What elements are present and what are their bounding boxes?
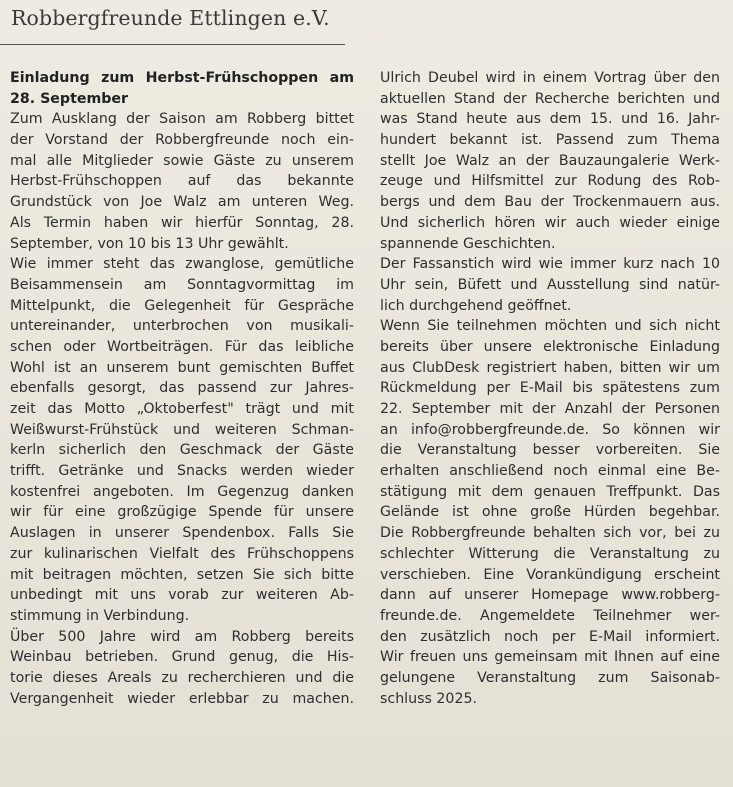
text-line: verschieben. Eine Vorankündigung erscheint xyxy=(380,566,720,583)
text-line: Vergangenheit wieder erlebbar zu machen. xyxy=(10,690,354,707)
text-line: stimmung in Verbindung. xyxy=(10,607,190,624)
text-line: Als Termin haben wir hierfür Sonntag, 28. xyxy=(10,214,354,231)
text-line: Weißwurst-Frühstück und weiteren Schman- xyxy=(10,421,354,438)
text-line: freunde.de. Angemeldete Teilnehmer wer- xyxy=(380,607,720,624)
text-line: trifft. Getränke und Snacks werden wieder xyxy=(10,463,354,480)
text-line: mal alle Mitglieder sowie Gäste zu unserem xyxy=(10,152,354,169)
text-line: spannende Geschichten. xyxy=(380,235,556,252)
text-line: schen oder Wortbeiträgen. Für das leibliche xyxy=(10,338,354,355)
text-line: Die Robbergfreunde behalten sich vor, bei zu xyxy=(380,525,720,542)
text-line: Über 500 Jahre wird am Robberg bereits xyxy=(10,628,354,645)
text-line: kerln sicherlich den Geschmack der Gäste xyxy=(10,442,354,459)
text-line: Wir freuen uns gemeinsam mit Ihnen auf eine xyxy=(380,649,720,666)
club-name: Robbergfreunde Ettlingen e.V. xyxy=(11,6,330,30)
text-line: aktuellen Stand der Recherche berichten und xyxy=(380,90,720,107)
text-line: bergs und dem Bau der Trockenmauern aus. xyxy=(380,194,720,211)
text-line: Weinbau betrieben. Grund genug, die His- xyxy=(10,649,354,666)
text-line: zeuge und Hilfsmittel zur Rodung des Rob- xyxy=(380,173,720,190)
text-line: der Vorstand der Robbergfreunde noch ein- xyxy=(10,132,354,149)
text-line: wir für eine großzügige Spende für unsere xyxy=(10,504,354,521)
text-line: schlechter Witterung die Veranstaltung zu xyxy=(380,545,720,562)
text-line: ebenfalls gesorgt, das passend zur Jahres- xyxy=(10,380,354,397)
text-line: Wohl ist an unserem bunt gemischten Buffet xyxy=(10,359,354,376)
text-line: mit beitragen möchten, setzen Sie sich bitte xyxy=(10,566,354,583)
text-line: Auslagen in unserer Spendenbox. Falls Sie xyxy=(10,525,354,542)
text-line: zur kulinarischen Vielfalt des Frühschoppens xyxy=(10,545,354,562)
text-line: Zum Ausklang der Saison am Robberg bittet xyxy=(10,111,354,128)
text-line: Und sicherlich hören wir auch wieder einige xyxy=(380,214,720,231)
text-line: Wenn Sie teilnehmen möchten und sich nicht xyxy=(380,318,720,335)
text-line: den zusätzlich noch per E-Mail informiert. xyxy=(380,628,720,645)
text-line: stellt Joe Walz an der Bauzaungalerie Werk- xyxy=(380,152,720,169)
headline-line: 28. September xyxy=(10,90,129,107)
text-line: bereits über unsere elektronische Einladung xyxy=(380,338,720,355)
text-line: unbedingt mit uns vorab zur weiteren Ab- xyxy=(10,587,354,604)
text-line: Herbst-Frühschoppen auf das bekannte xyxy=(10,173,354,190)
text-line: lich durchgehend geöffnet. xyxy=(380,297,572,314)
text-line: was Stand heute aus dem 15. und 16. Jahr- xyxy=(380,111,720,128)
text-line: Rückmeldung per E-Mail bis spätestens zum xyxy=(380,380,720,397)
homepage-line: dann auf unserer Homepage www.robberg- xyxy=(380,587,720,604)
text-line: schluss 2025. xyxy=(380,690,478,707)
text-line: aus ClubDesk registriert haben, bitten wir um xyxy=(380,359,720,376)
text-line: Grundstück von Joe Walz am unteren Weg. xyxy=(10,194,354,211)
text-line: die Veranstaltung besser vorbereiten. Sie xyxy=(380,442,720,459)
text-line: September, von 10 bis 13 Uhr gewählt. xyxy=(10,235,289,252)
text-line: Gelände ist ohne große Hürden begehbar. xyxy=(380,504,720,521)
email-line: an info@robbergfreunde.de. So können wir xyxy=(380,421,720,438)
club-header xyxy=(0,0,345,45)
text-line: untereinander, unterbrochen von musikali- xyxy=(10,318,354,335)
text-line: stätigung mit dem genauen Treffpunkt. Das xyxy=(380,483,720,500)
text-line: hundert bekannt ist. Passend zum Thema xyxy=(380,132,720,149)
text-line: zeit das Motto „Oktoberfest" trägt und mit xyxy=(10,401,354,417)
left-column xyxy=(10,68,354,709)
text-line: Uhr sein, Büfett und Ausstellung sind natür- xyxy=(380,276,720,293)
text-line: Wie immer steht das zwanglose, gemütliche xyxy=(10,256,354,273)
text-line: Ulrich Deubel wird in einem Vortrag über den xyxy=(380,70,720,86)
text-line: erhalten anschließend noch einmal eine Be- xyxy=(380,463,720,480)
text-line: kostenfrei angeboten. Im Gegenzug danken xyxy=(10,483,354,500)
text-line: torie dieses Areals zu recherchieren und die xyxy=(10,669,354,686)
text-line: Mittelpunkt, die Gelegenheit für Gespräche xyxy=(10,297,354,314)
text-line: Der Fassanstich wird wie immer kurz nach 10 xyxy=(380,256,720,273)
right-column xyxy=(380,68,720,709)
headline-line: Einladung zum Herbst-Frühschoppen am xyxy=(10,70,354,86)
text-line: 22. September mit der Anzahl der Personen xyxy=(380,401,720,417)
text-line: Beisammensein am Sonntagvormittag im xyxy=(10,276,354,293)
text-line: gelungene Veranstaltung zum Saisonab- xyxy=(380,669,720,686)
